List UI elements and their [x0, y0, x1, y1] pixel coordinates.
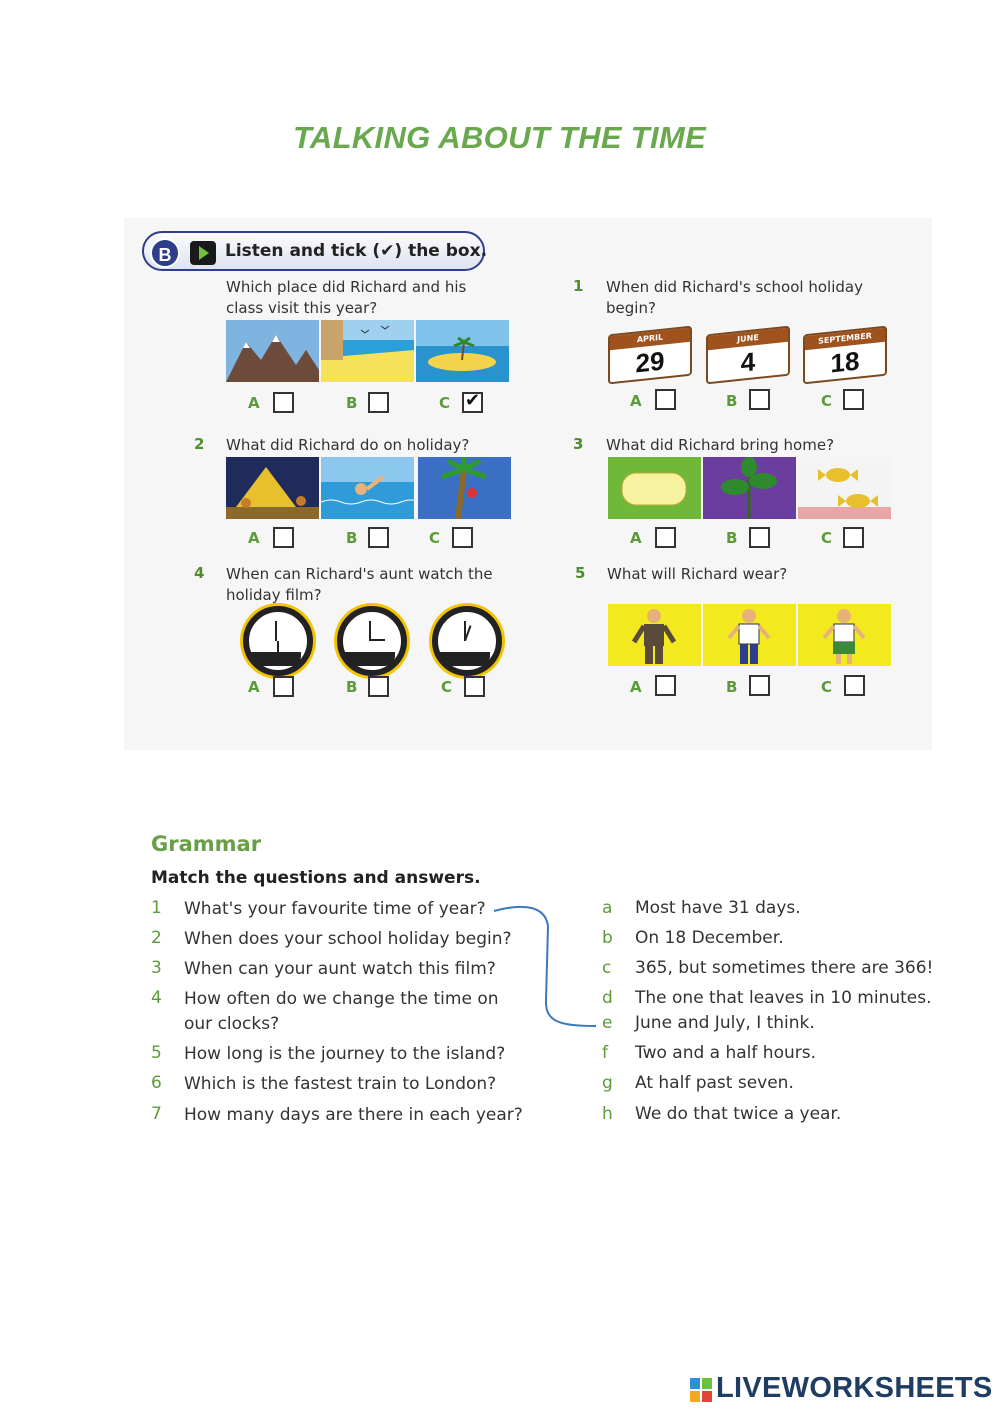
grammar-answer: We do that twice a year. — [635, 1104, 842, 1124]
grammar-answer-letter: e — [602, 1013, 613, 1033]
grammar-answer: 365, but sometimes there are 366! — [635, 958, 934, 978]
checkbox-q1-c[interactable] — [843, 389, 864, 410]
question-example-text: Which place did Richard and his class visit this year? — [226, 278, 467, 317]
checkbox-q2-b[interactable] — [368, 527, 389, 548]
option-c-label: C — [439, 394, 451, 412]
question-2-text: What did Richard do on holiday? — [226, 436, 470, 454]
checkbox-ex-c[interactable] — [462, 392, 483, 413]
question-4-number: 4 — [194, 564, 205, 582]
grammar-question-number: 7 — [151, 1104, 162, 1124]
option-a-label: A — [630, 678, 642, 696]
checkbox-q3-c[interactable] — [843, 527, 864, 548]
grammar-question: How long is the journey to the island? — [184, 1044, 506, 1064]
option-b-label: B — [726, 392, 738, 410]
question-3-number: 3 — [573, 435, 584, 453]
question-5-number: 5 — [575, 564, 586, 582]
question-3-text: What did Richard bring home? — [606, 436, 835, 454]
checkbox-q4-c[interactable] — [464, 676, 485, 697]
checkbox-q3-b[interactable] — [749, 527, 770, 548]
grammar-question-number: 1 — [151, 898, 162, 918]
grammar-answer: The one that leaves in 10 minutes. — [635, 988, 932, 1008]
camping-image — [226, 457, 319, 519]
grammar-answer: Two and a half hours. — [635, 1043, 816, 1063]
checkbox-q4-a[interactable] — [273, 676, 294, 697]
match-line-example — [490, 900, 600, 1035]
climbing-tree-image — [418, 457, 511, 519]
section-b-badge: B — [150, 238, 180, 268]
clock-b-base — [343, 652, 395, 666]
liveworksheets-logo-icon — [690, 1378, 712, 1402]
grammar-answer: June and July, I think. — [635, 1013, 815, 1033]
calendar-september-18: SEPTEMBER 18 — [803, 326, 887, 385]
checkbox-ex-a[interactable] — [273, 392, 294, 413]
swimming-image — [321, 457, 414, 519]
calendar-june-4: JUNE 4 — [706, 326, 790, 385]
option-b-label: B — [726, 529, 738, 547]
grammar-question-number: 2 — [151, 928, 162, 948]
grammar-answer-letter: c — [602, 958, 612, 978]
question-1-text: When did Richard's school holiday begin? — [606, 278, 863, 317]
tshirt-shorts-outfit-image — [798, 604, 891, 666]
option-c-label: C — [821, 392, 833, 410]
option-a-label: A — [248, 678, 260, 696]
plant-image — [703, 457, 796, 519]
mountains-image — [226, 320, 319, 382]
checkbox-q5-c[interactable] — [844, 675, 865, 696]
grammar-question: Which is the fastest train to London? — [184, 1074, 497, 1094]
option-b-label: B — [346, 529, 358, 547]
checkbox-q5-a[interactable] — [655, 675, 676, 696]
checkmark-icon: ✔ — [465, 390, 481, 411]
option-c-label: C — [821, 678, 833, 696]
play-icon[interactable] — [190, 241, 216, 265]
grammar-question-number: 4 — [151, 988, 162, 1008]
grammar-question-number: 6 — [151, 1073, 162, 1093]
option-b-label: B — [346, 678, 358, 696]
grammar-question: What's your favourite time of year? — [184, 899, 486, 919]
option-a-label: A — [248, 394, 260, 412]
soap-image — [608, 457, 701, 519]
section-b-instruction: Listen and tick (✔) the box. — [225, 241, 488, 261]
page-title: TALKING ABOUT THE TIME — [292, 120, 706, 155]
grammar-instruction: Match the questions and answers. — [151, 868, 481, 888]
grammar-answer-letter: d — [602, 988, 613, 1008]
checkbox-q4-b[interactable] — [368, 676, 389, 697]
grammar-question: When does your school holiday begin? — [184, 929, 512, 949]
question-5-text: What will Richard wear? — [607, 565, 788, 583]
checkbox-q5-b[interactable] — [749, 675, 770, 696]
grammar-question: How many days are there in each year? — [184, 1105, 523, 1125]
grammar-answer-letter: h — [602, 1104, 613, 1124]
grammar-answer-letter: a — [602, 898, 613, 918]
checkbox-q1-a[interactable] — [655, 389, 676, 410]
checkbox-q1-b[interactable] — [749, 389, 770, 410]
question-2-number: 2 — [194, 435, 205, 453]
grammar-answer: Most have 31 days. — [635, 898, 801, 918]
option-b-label: B — [346, 394, 358, 412]
option-a-label: A — [630, 529, 642, 547]
suit-outfit-image — [608, 604, 701, 666]
grammar-question: When can your aunt watch this film? — [184, 959, 496, 979]
grammar-question-number: 3 — [151, 958, 162, 978]
grammar-question-number: 5 — [151, 1043, 162, 1063]
grammar-answer-letter: f — [602, 1043, 608, 1063]
clock-a-base — [249, 652, 301, 666]
grammar-answer: On 18 December. — [635, 928, 784, 948]
question-1-number: 1 — [573, 277, 584, 295]
liveworksheets-logo[interactable]: LIVEWORKSHEETS — [716, 1372, 993, 1404]
option-c-label: C — [821, 529, 833, 547]
option-c-label: C — [441, 678, 453, 696]
grammar-answer-letter: b — [602, 928, 613, 948]
question-4-text: When can Richard's aunt watch the holiday film? — [226, 565, 493, 604]
checkbox-ex-b[interactable] — [368, 392, 389, 413]
grammar-answer: At half past seven. — [635, 1073, 794, 1093]
tshirt-trousers-outfit-image — [703, 604, 796, 666]
grammar-answer-letter: g — [602, 1073, 613, 1093]
option-c-label: C — [429, 529, 441, 547]
island-image — [416, 320, 509, 382]
checkbox-q2-c[interactable] — [452, 527, 473, 548]
option-a-label: A — [630, 392, 642, 410]
grammar-question: How often do we change the time on our clocks? — [184, 989, 499, 1034]
option-b-label: B — [726, 678, 738, 696]
checkbox-q2-a[interactable] — [273, 527, 294, 548]
checkbox-q3-a[interactable] — [655, 527, 676, 548]
sweets-image — [798, 457, 891, 519]
beach-image — [321, 320, 414, 382]
option-a-label: A — [248, 529, 260, 547]
grammar-title: Grammar — [151, 832, 262, 856]
clock-c-base — [438, 652, 490, 666]
calendar-april-29: APRIL 29 — [608, 326, 692, 385]
